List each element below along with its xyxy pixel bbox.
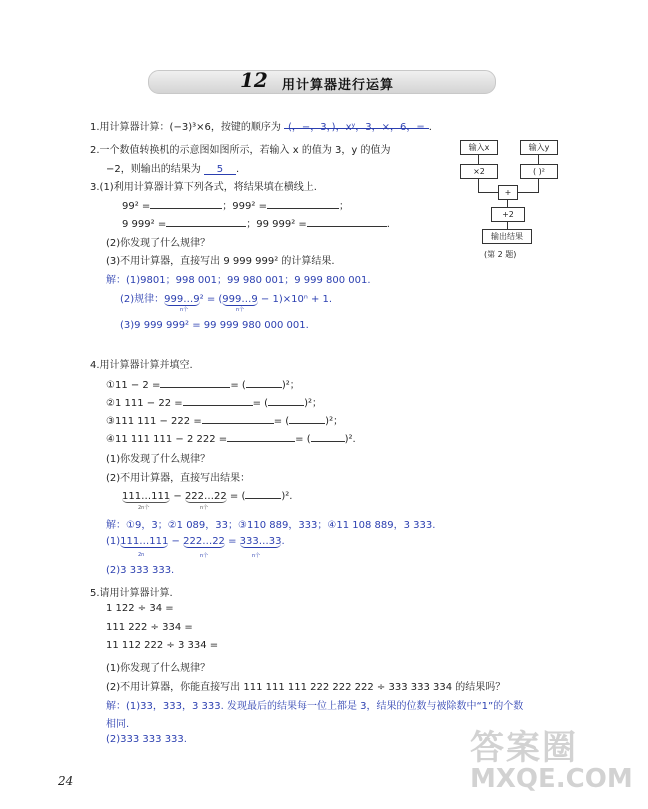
problem-1-text: 用计算器计算：(−3)³×6，按键的顺序为 <box>99 122 281 133</box>
problem-2-line2 <box>106 160 239 175</box>
problem-4-expression <box>122 488 292 503</box>
problem-1-label: 1. <box>90 122 100 133</box>
connector-line <box>478 155 479 164</box>
page-number: 24 <box>58 774 74 788</box>
problem-2-answer: 5 <box>216 164 224 175</box>
sol-term-2: 222…22 <box>183 536 225 547</box>
problem-3-solution-1: 解：(1)9801；998 001；99 980 001；9 999 800 001. <box>106 275 371 286</box>
blank <box>166 216 246 227</box>
problem-5-title-text: 请用计算器计算. <box>99 588 173 599</box>
expr-label-n: n个 <box>200 505 209 511</box>
problem-3-solution-3: (3)9 999 999² = 99 999 980 000 001. <box>120 320 309 331</box>
problem-3-row1 <box>122 197 349 212</box>
problem-4-title <box>90 356 193 371</box>
sol-brace-1 <box>120 536 168 548</box>
chapter-title: 用计算器进行运算 <box>282 78 395 93</box>
problem-4-solution-3: (2)3 333 333. <box>106 565 175 576</box>
problem-2-line1 <box>90 141 390 156</box>
row1-eq: = ( <box>230 380 246 391</box>
problem-5-label: 5. <box>90 588 100 599</box>
diagram-caption: (第 2 题) <box>484 250 517 259</box>
row2-expr: ②1 111 − 22 = <box>106 398 183 409</box>
sol-label-n1: n个 <box>200 553 209 559</box>
plus-box: + <box>498 185 518 200</box>
connector-line <box>518 192 539 193</box>
expr-eq: = ( <box>226 491 246 502</box>
problem-3-expr-4: 9 999² = <box>122 219 167 230</box>
problem-3-row2 <box>122 215 390 230</box>
problem-4-row-3 <box>106 412 343 427</box>
blank <box>289 413 325 424</box>
problem-3-q1 <box>90 178 317 193</box>
expr-brace-1 <box>122 491 170 503</box>
problem-5-title <box>90 584 173 599</box>
watermark-url: MXQE.COM <box>470 764 633 794</box>
blank <box>150 198 222 209</box>
expr-label-2n: 2n个 <box>138 505 150 511</box>
problem-4-row-4 <box>106 431 356 445</box>
sol2-mid: ² = ( <box>199 294 223 305</box>
sol2-tail: − 1)×10ⁿ + 1. <box>257 294 333 305</box>
problem-4-label: 4. <box>90 360 100 371</box>
sol2-prefix: (2)规律： <box>120 294 165 305</box>
expr-tail: )². <box>281 491 293 502</box>
sol-term-1: 111…111 <box>120 536 169 547</box>
watermark-logo: 答案圈 <box>470 728 578 768</box>
problem-3-expr-1: 99² = <box>122 201 151 212</box>
problem-5-question-1: (1)你发现了什么规律？ <box>106 663 211 674</box>
connector-line <box>478 179 479 192</box>
problem-3-label: 3. <box>90 182 100 193</box>
sol2-brace-2 <box>222 294 257 306</box>
brace-label-n2: n个 <box>236 307 245 313</box>
sol-eq: = <box>224 536 240 547</box>
connector-line <box>538 179 539 192</box>
row1-expr: ①11 − 2 = <box>106 380 161 391</box>
problem-2-label: 2. <box>90 145 100 156</box>
row4-expr: ④11 111 111 − 2 222 = <box>106 434 228 445</box>
blank <box>307 216 387 227</box>
sol-prefix: (1) <box>106 536 121 547</box>
blank <box>245 488 281 499</box>
problem-3-expr-6: . <box>386 219 390 230</box>
problem-2-text-1: 一个数值转换机的示意图如图所示，若输入 x 的值为 3，y 的值为 <box>99 145 391 156</box>
problem-3-question-3: (3)不用计算器，直接写出 9 999 999² 的计算结果. <box>106 256 335 267</box>
blank <box>267 198 339 209</box>
sol-tail: . <box>281 536 285 547</box>
sol-brace-2 <box>183 536 225 548</box>
problem-5-expr-3: 11 112 222 ÷ 3 334 = <box>106 640 219 651</box>
sol2-term-2: 999…9 <box>222 294 258 305</box>
blank <box>202 413 274 424</box>
problem-1-answer: (，−，3，)，xʸ，3，×，6，= <box>288 122 425 133</box>
sol-label-n2: n个 <box>252 553 261 559</box>
blank <box>268 395 304 406</box>
problem-4-solution-1: 解：①9，3；②1 089，33；③110 889，333；④11 108 889，3 333. <box>106 520 436 531</box>
problem-4-question-2: (2)不用计算器，直接写出结果： <box>106 473 251 484</box>
problem-3-expr-2: ；999² = <box>222 201 267 212</box>
times-two-box: ×2 <box>460 164 498 179</box>
problem-4-question-1: (1)你发现了什么规律？ <box>106 454 211 465</box>
problem-2-answer-blank <box>204 164 236 175</box>
problem-2-text-2: −2，则输出的结果为 <box>106 164 201 175</box>
sol2-brace-1 <box>164 294 199 306</box>
row3-eq: = ( <box>273 416 290 427</box>
problem-2-tail: . <box>235 164 240 175</box>
problem-1-tail: . <box>428 122 432 133</box>
connector-line <box>478 192 498 193</box>
row3-expr: ③111 111 − 222 = <box>106 416 202 427</box>
problem-5-expr-2: 111 222 ÷ 334 = <box>106 622 193 633</box>
input-y-box: 输入y <box>520 140 558 155</box>
row2-tail: )²； <box>304 398 323 409</box>
row4-tail: )². <box>344 434 356 445</box>
plus-two-box: +2 <box>491 207 525 222</box>
row3-tail: )²； <box>325 416 344 427</box>
blank <box>311 431 345 442</box>
problem-3-expr-5: ；99 999² = <box>246 219 307 230</box>
blank <box>246 377 282 388</box>
brace-label-n1: n个 <box>180 307 189 313</box>
problem-5-expr-1: 1 122 ÷ 34 = <box>106 603 174 614</box>
expr-term-1: 111…111 <box>122 491 171 502</box>
expr-term-2: 222…22 <box>184 491 227 502</box>
blank <box>183 395 253 406</box>
problem-5-solution-1: 解：(1)33，333，3 333. 发现最后的结果每一位上都是 3，结果的位数与被除数中“1”的个数 <box>106 701 524 712</box>
problem-3-expr-3: ； <box>338 201 349 212</box>
problem-5-solution-1b: 相同. <box>106 719 130 730</box>
problem-4-solution-2 <box>106 536 285 548</box>
problem-3-solution-2 <box>120 290 332 306</box>
sol2-term-1: 999…9 <box>164 294 200 305</box>
blank <box>160 377 230 388</box>
problem-3-question-1: (1)利用计算器计算下列各式，将结果填在横线上. <box>99 182 317 193</box>
square-box: ( )² <box>520 164 558 179</box>
sol-term-3: 333…33 <box>239 536 282 547</box>
expr-minus: − <box>170 491 185 502</box>
problem-1-answer-blank <box>284 118 429 133</box>
row2-eq: = ( <box>252 398 269 409</box>
connector-line <box>507 222 508 229</box>
row1-tail: )²； <box>281 380 300 391</box>
expr-brace-2 <box>185 491 227 503</box>
problem-3-question-2: (2)你发现了什么规律？ <box>106 238 211 249</box>
connector-line <box>538 155 539 164</box>
sol-minus: − <box>168 536 184 547</box>
input-x-box: 输入x <box>460 140 498 155</box>
problem-5-question-2: (2)不用计算器，你能直接写出 111 111 111 222 222 222 ÷ 333 333 334 的结果吗？ <box>106 682 506 693</box>
problem-4-title-text: 用计算器计算并填空. <box>99 360 193 371</box>
sol-label-2n: 2n <box>138 552 145 558</box>
problem-1 <box>90 118 432 133</box>
blank <box>227 431 295 442</box>
problem-4-row-1 <box>106 376 300 391</box>
row4-eq: = ( <box>295 434 311 445</box>
chapter-number: 12 <box>240 68 268 92</box>
output-box: 输出结果 <box>482 229 532 244</box>
problem-5-solution-2: (2)333 333 333. <box>106 734 187 745</box>
connector-line <box>507 200 508 207</box>
problem-4-row-2 <box>106 394 322 409</box>
sol-brace-3 <box>239 536 285 548</box>
